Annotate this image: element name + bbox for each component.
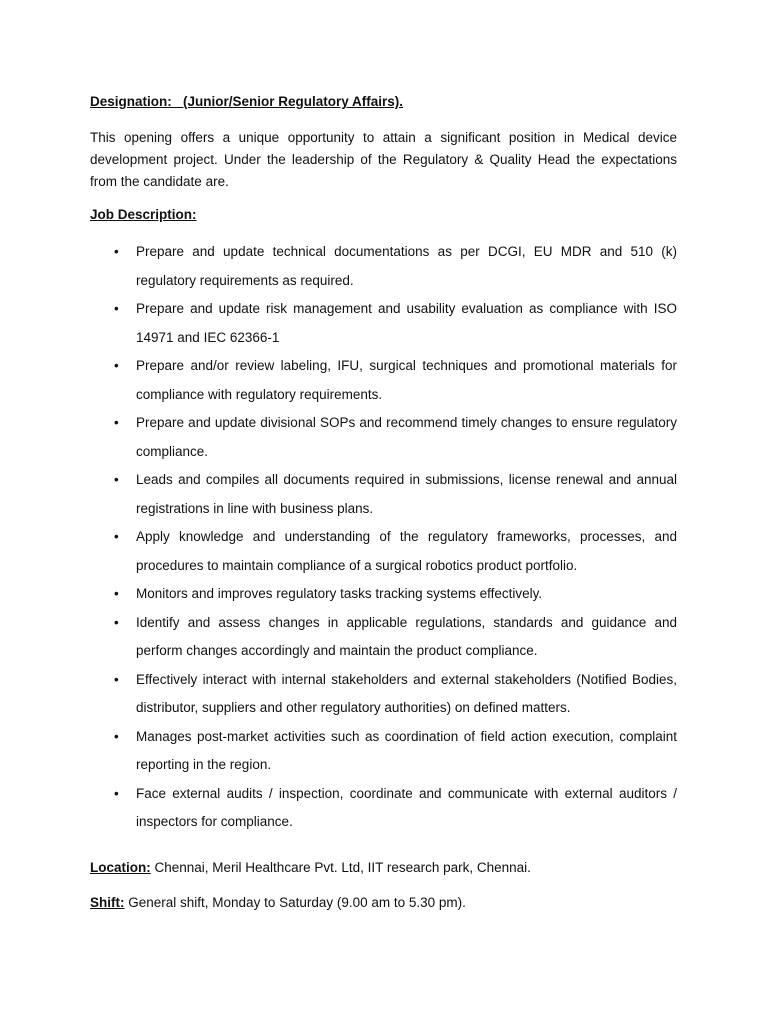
list-item-text: Effectively interact with internal stakeholders and external stakeholders (Notified Bodies, distributor, suppliers and other regulatory authorities) on defined matters.	[136, 671, 677, 715]
location-value: Chennai, Meril Healthcare Pvt. Ltd, IIT research park, Chennai.	[150, 860, 531, 875]
list-item-text: Identify and assess changes in applicable regulations, standards and guidance and perform changes accordingly and maintain the product compliance.	[136, 614, 677, 658]
intro-paragraph: This opening offers a unique opportunity to attain a significant position in Medical device development project. Under the leadership of the Regulatory & Quality Head the expectations from the candidate are.	[90, 130, 677, 189]
location-label: Location:	[90, 860, 151, 875]
list-item	[112, 609, 677, 666]
bullet-icon: •	[114, 529, 119, 544]
list-item-text: Apply knowledge and understanding of the regulatory frameworks, processes, and procedures to maintain compliance of a surgical robotics product portfolio.	[136, 529, 677, 573]
bullet-icon: •	[114, 244, 119, 259]
list-item	[112, 523, 677, 580]
list-item	[112, 723, 677, 780]
list-item-text: Manages post-market activities such as coordination of field action execution, complaint reporting in the region.	[136, 728, 677, 772]
list-item-text: Leads and compiles all documents required in submissions, license renewal and annual registrations in line with business plans.	[136, 472, 677, 516]
job-description-heading: Job Description:	[90, 207, 197, 222]
list-item	[112, 295, 677, 352]
bullet-icon: •	[114, 614, 119, 630]
shift-value: General shift, Monday to Saturday (9.00 am to 5.30 pm).	[124, 895, 466, 910]
list-item	[112, 352, 677, 409]
bullet-icon: •	[114, 728, 119, 744]
list-item	[112, 238, 677, 295]
bullet-icon: •	[114, 785, 119, 801]
list-item-text: Prepare and update technical documentations as per DCGI, EU MDR and 510 (k) regulatory requirements as required.	[136, 244, 677, 288]
shift-label: Shift:	[90, 895, 125, 910]
list-item-text: Prepare and update risk management and usability evaluation as compliance with ISO 14971 and IEC 62366-1	[136, 301, 677, 345]
bullet-icon: •	[114, 358, 119, 373]
list-item	[112, 666, 677, 723]
list-item-text: Prepare and update divisional SOPs and recommend timely changes to ensure regulatory compliance.	[136, 415, 677, 459]
bullet-icon: •	[114, 415, 119, 430]
bullet-icon: •	[114, 671, 119, 687]
list-item-text: Face external audits / inspection, coordinate and communicate with external auditors / inspectors for compliance.	[136, 785, 677, 829]
job-description-list	[112, 238, 677, 837]
location-line	[90, 860, 531, 875]
designation-heading: Designation: (Junior/Senior Regulatory Affairs).	[90, 94, 404, 109]
list-item	[112, 466, 677, 523]
list-item-text: Prepare and/or review labeling, IFU, surgical techniques and promotional materials for compliance with regulatory requirements.	[136, 358, 677, 402]
list-item	[112, 780, 677, 837]
list-item	[112, 409, 677, 466]
bullet-icon: •	[114, 586, 119, 601]
bullet-icon: •	[114, 301, 119, 316]
shift-line	[90, 895, 466, 910]
bullet-icon: •	[114, 472, 119, 487]
list-item	[112, 580, 677, 609]
list-item-text: Monitors and improves regulatory tasks tracking systems effectively.	[136, 586, 543, 601]
